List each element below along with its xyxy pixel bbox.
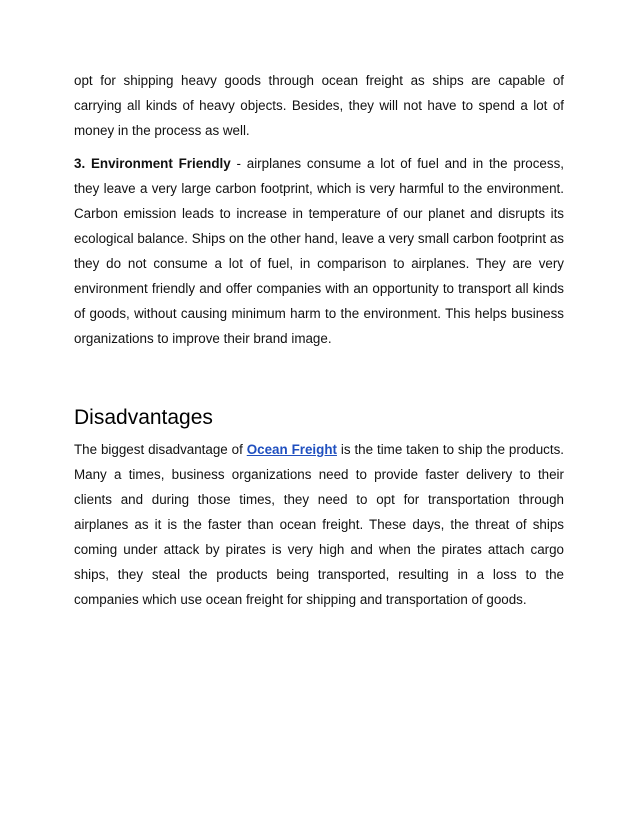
paragraph-intro: opt for shipping heavy goods through ocean freight as ships are capable of carrying all kinds of heavy objects. Besides, they will not have to spend a lot of money in the process as well.: [74, 73, 564, 138]
paragraph-disadvantages: [74, 437, 564, 612]
document-page: [74, 68, 564, 612]
paragraph-environment-friendly: [74, 151, 564, 351]
ocean-freight-link[interactable]: Ocean Freight: [246, 442, 337, 457]
heading-disadvantages: Disadvantages: [74, 406, 213, 429]
section-lead-environment-friendly: 3. Environment Friendly: [74, 156, 231, 171]
disadvantages-text-end: is the time taken to ship the products. Many a times, business organizations need to provide faster delivery to their clients and during those times, they need to opt for transportation through airplanes as it is the faster than ocean freight. These days, the threat of ships coming under attack by pirates is very high and when the pirates attach cargo ships, they steal the products being transported, resulting in a loss to the companies which use ocean freight for shipping and transportation of goods.: [74, 442, 565, 607]
section-body-environment-friendly: - airplanes consume a lot of fuel and in the process, they leave a very large carbon footprint, which is very harmful to the environment. Carbon emission leads to increase in temperature of our planet and disrupts its ecological balance. Ships on the other hand, leave a very small carbon footprint as they do not consume a lot of fuel, in comparison to airplanes. They are very environment friendly and offer companies with an opportunity to transport all kinds of goods, without causing minimum harm to the environment. This helps business organizations to improve their brand image.: [74, 156, 564, 346]
disadvantages-text-start: The biggest disadvantage of: [74, 442, 247, 457]
